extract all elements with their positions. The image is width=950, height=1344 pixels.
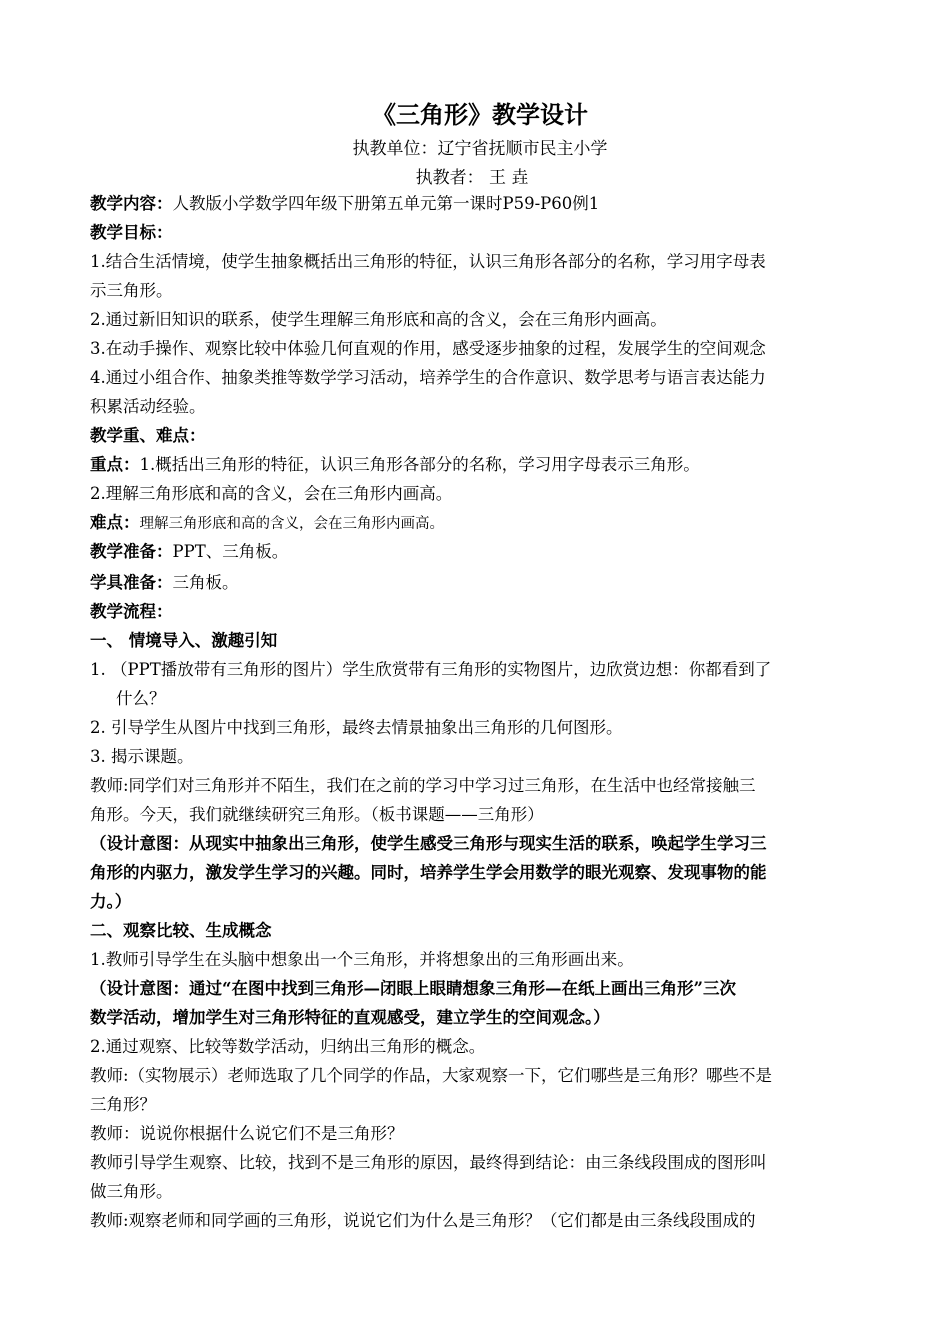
section-1-item-3: 3. 揭示课题。 bbox=[90, 747, 194, 766]
section-2-teacher-4: 教师:观察老师和同学画的三角形，说说它们为什么是三角形？（它们都是由三条线段围成的 bbox=[90, 1211, 756, 1230]
tools-text: 三角板。 bbox=[172, 573, 239, 592]
section-1-design-b: 角形的内驱力，激发学生学习的兴趣。同时，培养学生学会用数学的眼光观察、发现事物的能 bbox=[90, 863, 767, 882]
prep-text: PPT、三角板。 bbox=[172, 542, 289, 561]
goal-4b: 积累活动经验。 bbox=[90, 397, 206, 416]
section-2-teacher-1b: 三角形？ bbox=[90, 1095, 156, 1114]
difficult-label: 难点： bbox=[90, 513, 140, 532]
key-heading: 教学重、难点： bbox=[90, 426, 206, 445]
difficult-text: 理解三角形底和高的含义，会在三角形内画高。 bbox=[139, 516, 444, 532]
goal-2: 2.通过新旧知识的联系，使学生理解三角形底和高的含义，会在三角形内画高。 bbox=[90, 310, 667, 329]
flow-heading: 教学流程： bbox=[90, 602, 173, 621]
content-text: 人教版小学数学四年级下册第五单元第一课时P59-P60例1 bbox=[172, 194, 600, 213]
key-point-line bbox=[90, 453, 870, 477]
section-2-teacher-2: 教师：说说你根据什么说它们不是三角形？ bbox=[90, 1124, 404, 1143]
section-2-item-1: 1.教师引导学生在头脑中想象出一个三角形，并将想象出的三角形画出来。 bbox=[90, 950, 634, 969]
content-line bbox=[90, 192, 870, 216]
content-label: 教学内容： bbox=[90, 194, 173, 213]
section-1-item-1b: 什么？ bbox=[116, 689, 166, 708]
section-1-teacher-a: 教师:同学们对三角形并不陌生，我们在之前的学习中学习过三角形，在生活中也经常接触三 bbox=[90, 776, 756, 795]
key-point-2: 2.理解三角形底和高的含义，会在三角形内画高。 bbox=[90, 484, 453, 503]
goal-3: 3.在动手操作、观察比较中体验几何直观的作用，感受逐步抽象的过程，发展学生的空间观念 bbox=[90, 339, 766, 358]
tools-line bbox=[90, 571, 870, 595]
section-2-title: 二、观察比较、生成概念 bbox=[90, 921, 272, 940]
section-2-design-b: 数学活动，增加学生对三角形特征的直观感受，建立学生的空间观念。） bbox=[90, 1008, 610, 1027]
teacher-name: 执教者： 王 垚 bbox=[415, 168, 529, 188]
section-1-item-1a: 1. （PPT播放带有三角形的图片）学生欣赏带有三角形的实物图片，边欣赏边想：你都看到了 bbox=[90, 660, 772, 679]
prep-line bbox=[90, 540, 870, 564]
section-2-item-2: 2.通过观察、比较等数学活动，归纳出三角形的概念。 bbox=[90, 1037, 486, 1056]
difficult-line bbox=[90, 511, 870, 536]
goals-heading: 教学目标： bbox=[90, 223, 173, 242]
section-2-teacher-3b: 做三角形。 bbox=[90, 1182, 173, 1201]
section-2-teacher-1a: 教师:（实物展示）老师选取了几个同学的作品，大家观察一下，它们哪些是三角形？哪些不是 bbox=[90, 1066, 773, 1085]
section-1-item-2: 2. 引导学生从图片中找到三角形，最终去情景抽象出三角形的几何图形。 bbox=[90, 718, 623, 737]
teaching-unit: 执教单位：辽宁省抚顺市民主小学 bbox=[352, 139, 608, 159]
section-1-design-a: （设计意图：从现实中抽象出三角形，使学生感受三角形与现实生活的联系，唤起学生学习三 bbox=[90, 834, 767, 853]
section-1-title: 一、 情境导入、激趣引知 bbox=[90, 631, 278, 650]
section-1-design-c: 力。） bbox=[90, 892, 132, 911]
prep-label: 教学准备： bbox=[90, 542, 173, 561]
document-title: 《三角形》教学设计 bbox=[372, 100, 588, 129]
key-point-label: 重点： bbox=[90, 455, 140, 474]
section-1-teacher-b: 角形。今天，我们就继续研究三角形。（板书课题——三角形） bbox=[90, 805, 544, 824]
tools-label: 学具准备： bbox=[90, 573, 173, 592]
key-point-1: 1.概括出三角形的特征，认识三角形各部分的名称，学习用字母表示三角形。 bbox=[139, 455, 700, 474]
goal-1a: 1.结合生活情境，使学生抽象概括出三角形的特征，认识三角形各部分的名称，学习用字母表 bbox=[90, 252, 766, 271]
section-2-teacher-3a: 教师引导学生观察、比较，找到不是三角形的原因，最终得到结论：由三条线段围成的图形叫 bbox=[90, 1153, 767, 1172]
section-2-design-a: （设计意图：通过“在图中找到三角形—闭眼上眼睛想象三角形—在纸上画出三角形”三次 bbox=[90, 979, 736, 998]
goal-1b: 示三角形。 bbox=[90, 281, 173, 300]
goal-4a: 4.通过小组合作、抽象类推等数学学习活动，培养学生的合作意识、数学思考与语言表达能力 bbox=[90, 368, 766, 387]
